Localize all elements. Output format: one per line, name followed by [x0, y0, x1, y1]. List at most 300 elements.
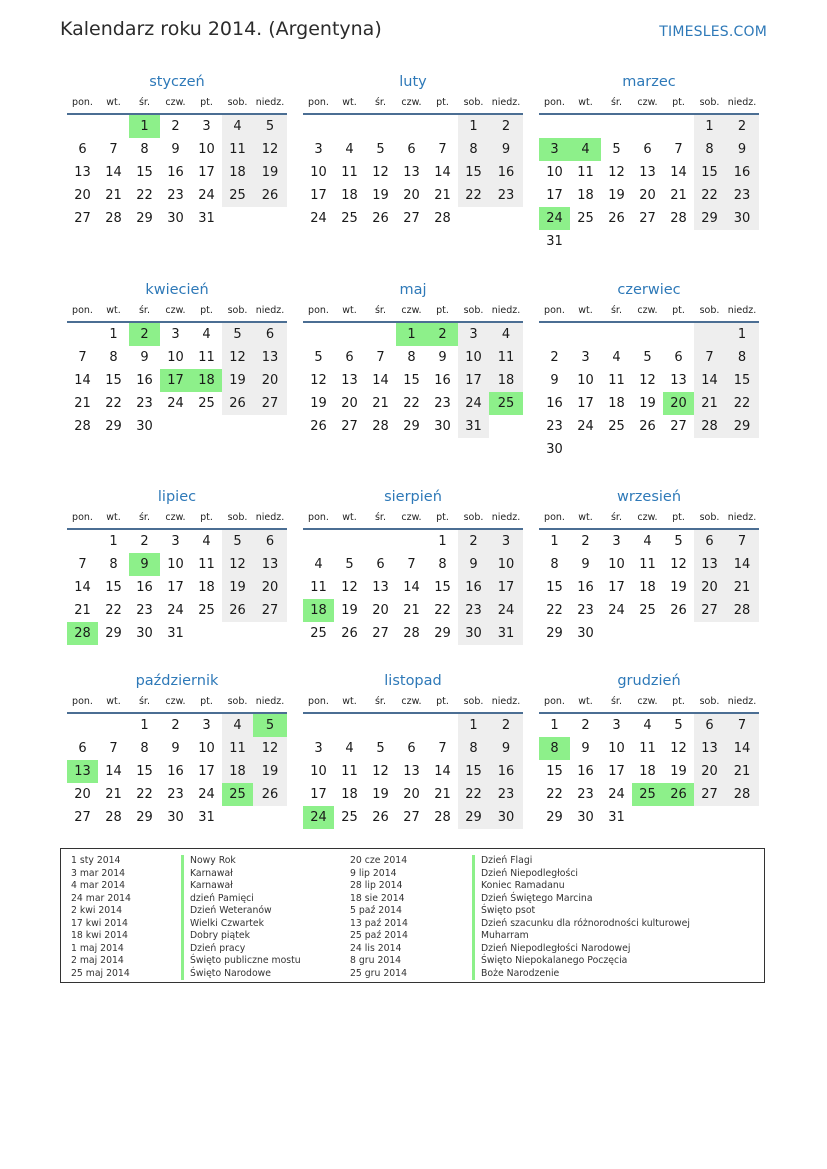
day-cell: 17: [167, 580, 184, 595]
day-cell: 1: [438, 534, 447, 549]
empty-cell: [396, 530, 427, 553]
day-cell: 10: [198, 142, 215, 157]
weekday-label: pon.: [544, 97, 565, 108]
day-cell: 13: [670, 373, 687, 388]
day-cell: 24: [608, 787, 625, 802]
day-cell: 6: [643, 142, 652, 157]
legend-holiday-name: Święto psot: [472, 905, 690, 918]
day-cell: 28: [434, 211, 451, 226]
month-calendar: [539, 486, 759, 645]
day-cell: 27: [670, 419, 687, 434]
day-cell: 1: [129, 115, 160, 138]
day-cell: 26: [663, 783, 694, 806]
day-cell: 12: [670, 557, 687, 572]
day-cell: 10: [458, 346, 489, 369]
weekday-label: niedz.: [491, 512, 521, 523]
weekday-label: śr.: [610, 305, 622, 316]
day-cell: 25: [341, 810, 358, 825]
day-cell: 6: [674, 350, 683, 365]
empty-cell: [365, 530, 396, 553]
day-cell: 2: [581, 718, 590, 733]
day-cell: 15: [105, 580, 122, 595]
day-cell: 15: [105, 373, 122, 388]
legend-dates-left: [71, 855, 131, 980]
weekday-label: niedz.: [727, 696, 757, 707]
weekday-label: czw.: [637, 696, 658, 707]
weekday-label: niedz.: [727, 512, 757, 523]
empty-cell: [253, 415, 287, 438]
day-cell: 29: [725, 415, 759, 438]
day-cell: 8: [458, 138, 489, 161]
legend-holiday-name: Święto Niepokalanego Poczęcia: [472, 955, 690, 968]
day-cell: 25: [310, 626, 327, 641]
day-cell: 30: [136, 626, 153, 641]
day-cell: 9: [140, 350, 149, 365]
weekday-label: wt.: [106, 696, 121, 707]
day-cell: 28: [670, 211, 687, 226]
weekday-label: pon.: [308, 305, 329, 316]
weekday-label: sob.: [463, 97, 484, 108]
weekday-header: [303, 301, 523, 323]
month-name: sierpień: [384, 489, 442, 505]
empty-cell: [365, 115, 396, 138]
day-cell: 24: [608, 603, 625, 618]
day-cell: 3: [612, 534, 621, 549]
day-cell: 25: [198, 396, 215, 411]
weekday-label: czw.: [637, 512, 658, 523]
weekday-header: [539, 692, 759, 714]
day-cell: 19: [670, 580, 687, 595]
day-cell: 2: [171, 119, 180, 134]
day-cell: 23: [434, 396, 451, 411]
weekday-label: sob.: [227, 305, 248, 316]
day-cell: 10: [608, 741, 625, 756]
weekday-label: pt.: [436, 696, 449, 707]
day-cell: 17: [546, 188, 563, 203]
weekday-label: śr.: [138, 305, 150, 316]
day-cell: 29: [403, 419, 420, 434]
weekday-label: pon.: [544, 696, 565, 707]
empty-cell: [98, 115, 129, 138]
day-cell: 4: [643, 534, 652, 549]
month-calendar: [67, 71, 287, 230]
empty-cell: [725, 230, 759, 253]
empty-cell: [253, 622, 287, 645]
day-cell: 7: [438, 142, 447, 157]
month-calendar: [67, 670, 287, 829]
day-cell: 13: [403, 764, 420, 779]
legend-date: 5 paź 2014: [350, 905, 402, 916]
day-cell: 8: [140, 741, 149, 756]
weekday-label: śr.: [138, 696, 150, 707]
day-cell: 19: [372, 188, 389, 203]
day-cell: 29: [546, 810, 563, 825]
empty-cell: [191, 622, 222, 645]
weekday-label: pt.: [672, 305, 685, 316]
day-cell: 1: [458, 714, 489, 737]
day-cell: 28: [67, 622, 98, 645]
weekday-label: śr.: [374, 305, 386, 316]
day-cell: 22: [105, 396, 122, 411]
empty-cell: [427, 115, 458, 138]
day-cell: 10: [608, 557, 625, 572]
weekday-label: pon.: [544, 305, 565, 316]
day-cell: 3: [202, 119, 211, 134]
empty-cell: [160, 415, 191, 438]
day-cell: 31: [198, 810, 215, 825]
empty-cell: [663, 230, 694, 253]
day-cell: 9: [489, 138, 523, 161]
day-cell: 16: [136, 580, 153, 595]
day-cell: 28: [434, 810, 451, 825]
empty-cell: [632, 806, 663, 829]
day-cell: 12: [372, 764, 389, 779]
day-cell: 4: [202, 327, 211, 342]
day-cell: 7: [674, 142, 683, 157]
day-cell: 29: [458, 806, 489, 829]
day-cell: 25: [608, 419, 625, 434]
day-cell: 28: [105, 810, 122, 825]
day-cell: 27: [403, 211, 420, 226]
empty-cell: [67, 530, 98, 553]
day-cell: 7: [407, 557, 416, 572]
day-cell: 14: [105, 165, 122, 180]
day-cell: 20: [403, 787, 420, 802]
day-cell: 11: [577, 165, 594, 180]
day-cell: 31: [458, 415, 489, 438]
day-cell: 23: [489, 184, 523, 207]
day-cell: 21: [403, 603, 420, 618]
day-cell: 25: [222, 783, 253, 806]
weekday-header: [67, 508, 287, 530]
day-cell: 21: [105, 188, 122, 203]
day-cell: 14: [74, 580, 91, 595]
day-cell: 13: [639, 165, 656, 180]
day-cell: 20: [639, 188, 656, 203]
day-cell: 2: [489, 714, 523, 737]
day-cell: 21: [434, 787, 451, 802]
weekday-label: czw.: [165, 696, 186, 707]
month-name: maj: [399, 282, 427, 298]
legend-date: 18 sie 2014: [350, 892, 405, 904]
legend-holiday-name: Muharram: [472, 930, 690, 943]
weekday-label: sob.: [699, 305, 720, 316]
day-cell: 11: [222, 737, 253, 760]
day-cell: 4: [222, 115, 253, 138]
day-cell: 1: [725, 323, 759, 346]
legend-holiday-name: Dzień Świętego Marcina: [472, 893, 690, 906]
day-cell: 12: [639, 373, 656, 388]
day-grid: [67, 323, 287, 438]
weekday-label: pon.: [72, 305, 93, 316]
empty-cell: [303, 530, 334, 553]
empty-cell: [725, 806, 759, 829]
day-cell: 18: [303, 599, 334, 622]
weekday-header: [539, 508, 759, 530]
weekday-label: sob.: [699, 97, 720, 108]
day-cell: 22: [458, 783, 489, 806]
day-cell: 25: [577, 211, 594, 226]
day-cell: 22: [105, 603, 122, 618]
day-cell: 21: [725, 760, 759, 783]
day-cell: 18: [222, 161, 253, 184]
month-name: listopad: [384, 673, 442, 689]
month-calendar: [303, 279, 523, 438]
empty-cell: [570, 323, 601, 346]
day-cell: 19: [639, 396, 656, 411]
day-cell: 10: [489, 553, 523, 576]
legend-holiday-name: Nowy Rok: [181, 855, 301, 868]
day-cell: 19: [222, 576, 253, 599]
day-cell: 24: [458, 392, 489, 415]
day-cell: 22: [136, 787, 153, 802]
day-cell: 23: [577, 603, 594, 618]
day-cell: 12: [670, 741, 687, 756]
weekday-label: czw.: [401, 305, 422, 316]
day-cell: 31: [167, 626, 184, 641]
empty-cell: [365, 714, 396, 737]
empty-cell: [489, 415, 523, 438]
day-cell: 4: [489, 323, 523, 346]
day-cell: 27: [74, 211, 91, 226]
day-cell: 20: [253, 576, 287, 599]
day-cell: 10: [310, 165, 327, 180]
day-cell: 18: [191, 369, 222, 392]
weekday-label: wt.: [342, 696, 357, 707]
day-cell: 12: [222, 553, 253, 576]
day-cell: 16: [577, 764, 594, 779]
day-cell: 30: [489, 806, 523, 829]
weekday-label: śr.: [610, 97, 622, 108]
day-cell: 12: [341, 580, 358, 595]
day-cell: 4: [643, 718, 652, 733]
day-cell: 7: [725, 530, 759, 553]
day-cell: 16: [458, 576, 489, 599]
day-grid: [539, 714, 759, 829]
day-cell: 17: [198, 764, 215, 779]
site-logo-link[interactable]: TIMESLES.COM: [659, 24, 767, 40]
day-cell: 8: [109, 350, 118, 365]
day-cell: 9: [725, 138, 759, 161]
day-cell: 7: [109, 142, 118, 157]
legend-holiday-name: Dzień Flagi: [472, 855, 690, 868]
weekday-header: [303, 692, 523, 714]
day-cell: 15: [546, 580, 563, 595]
day-cell: 31: [546, 234, 563, 249]
weekday-label: sob.: [463, 696, 484, 707]
weekday-header: [539, 93, 759, 115]
day-cell: 3: [171, 534, 180, 549]
weekday-label: niedz.: [255, 512, 285, 523]
day-cell: 27: [694, 783, 725, 806]
day-cell: 12: [222, 346, 253, 369]
day-cell: 20: [74, 787, 91, 802]
empty-cell: [396, 115, 427, 138]
day-cell: 20: [372, 603, 389, 618]
day-cell: 14: [105, 764, 122, 779]
day-cell: 20: [663, 392, 694, 415]
day-cell: 2: [550, 350, 559, 365]
empty-cell: [365, 323, 396, 346]
weekday-label: czw.: [401, 512, 422, 523]
day-cell: 10: [546, 165, 563, 180]
day-cell: 29: [136, 211, 153, 226]
day-cell: 25: [222, 184, 253, 207]
empty-cell: [570, 438, 601, 461]
day-cell: 21: [670, 188, 687, 203]
empty-cell: [98, 714, 129, 737]
day-cell: 24: [539, 207, 570, 230]
day-cell: 14: [725, 737, 759, 760]
legend-date: 28 lip 2014: [350, 880, 403, 891]
day-cell: 6: [78, 142, 87, 157]
day-cell: 19: [222, 369, 253, 392]
day-grid: [539, 115, 759, 253]
day-cell: 19: [670, 764, 687, 779]
month-calendar: [67, 279, 287, 438]
day-cell: 27: [694, 599, 725, 622]
day-cell: 31: [489, 622, 523, 645]
legend-holiday-name: Dzień Weteranów: [181, 905, 301, 918]
day-cell: 3: [581, 350, 590, 365]
day-grid: [303, 323, 523, 438]
day-cell: 4: [612, 350, 621, 365]
empty-cell: [222, 806, 253, 829]
day-cell: 15: [458, 161, 489, 184]
day-cell: 16: [725, 161, 759, 184]
weekday-label: śr.: [610, 512, 622, 523]
empty-cell: [601, 323, 632, 346]
day-cell: 3: [612, 718, 621, 733]
day-cell: 19: [253, 161, 287, 184]
weekday-label: pt.: [672, 512, 685, 523]
weekday-label: pt.: [672, 97, 685, 108]
day-cell: 1: [550, 718, 559, 733]
day-cell: 27: [403, 810, 420, 825]
day-cell: 8: [458, 737, 489, 760]
day-cell: 11: [341, 764, 358, 779]
month-name: kwiecień: [145, 282, 209, 298]
day-cell: 24: [489, 599, 523, 622]
day-cell: 5: [314, 350, 323, 365]
empty-cell: [334, 323, 365, 346]
day-cell: 7: [694, 346, 725, 369]
legend-dates-right: [350, 855, 408, 980]
day-cell: 4: [570, 138, 601, 161]
weekday-label: niedz.: [491, 305, 521, 316]
empty-cell: [663, 806, 694, 829]
day-cell: 17: [577, 396, 594, 411]
day-cell: 8: [539, 737, 570, 760]
day-cell: 25: [198, 603, 215, 618]
empty-cell: [334, 530, 365, 553]
month-calendar: [539, 71, 759, 253]
legend-date: 2 maj 2014: [71, 955, 124, 966]
day-cell: 14: [725, 553, 759, 576]
day-cell: 24: [310, 211, 327, 226]
day-grid: [303, 530, 523, 645]
day-cell: 3: [314, 741, 323, 756]
day-grid: [303, 714, 523, 829]
day-cell: 18: [489, 369, 523, 392]
legend-date: 24 mar 2014: [71, 892, 131, 904]
day-cell: 6: [78, 741, 87, 756]
day-cell: 3: [202, 718, 211, 733]
weekday-label: czw.: [165, 512, 186, 523]
weekday-label: pon.: [308, 97, 329, 108]
day-cell: 13: [694, 553, 725, 576]
day-cell: 5: [222, 530, 253, 553]
weekday-label: niedz.: [727, 305, 757, 316]
legend-date: 24 lis 2014: [350, 942, 402, 954]
empty-cell: [427, 714, 458, 737]
day-cell: 4: [314, 557, 323, 572]
day-cell: 14: [434, 764, 451, 779]
weekday-label: pt.: [436, 305, 449, 316]
empty-cell: [191, 415, 222, 438]
day-cell: 2: [489, 115, 523, 138]
weekday-label: wt.: [578, 512, 593, 523]
day-cell: 17: [160, 369, 191, 392]
weekday-label: wt.: [342, 305, 357, 316]
empty-cell: [253, 207, 287, 230]
month-calendar: [303, 486, 523, 645]
legend-date: 4 mar 2014: [71, 880, 126, 891]
day-cell: 16: [167, 764, 184, 779]
legend-date: 25 paź 2014: [350, 930, 408, 941]
weekday-label: pon.: [308, 512, 329, 523]
weekday-label: sob.: [227, 512, 248, 523]
day-cell: 9: [171, 142, 180, 157]
day-cell: 30: [167, 810, 184, 825]
day-cell: 11: [198, 350, 215, 365]
weekday-label: czw.: [637, 305, 658, 316]
day-cell: 18: [222, 760, 253, 783]
day-cell: 31: [198, 211, 215, 226]
day-cell: 4: [345, 741, 354, 756]
day-cell: 5: [612, 142, 621, 157]
day-grid: [67, 530, 287, 645]
day-cell: 9: [129, 553, 160, 576]
weekday-header: [303, 508, 523, 530]
legend-holiday-name: Dobry piątek: [181, 930, 301, 943]
day-cell: 15: [136, 764, 153, 779]
day-cell: 16: [489, 760, 523, 783]
day-cell: 1: [109, 327, 118, 342]
day-cell: 18: [577, 188, 594, 203]
day-cell: 6: [407, 142, 416, 157]
empty-cell: [601, 230, 632, 253]
empty-cell: [570, 115, 601, 138]
day-cell: 2: [129, 323, 160, 346]
day-cell: 15: [694, 161, 725, 184]
day-cell: 31: [608, 810, 625, 825]
legend-date: 8 gru 2014: [350, 955, 402, 966]
holiday-legend: [60, 848, 765, 983]
weekday-label: niedz.: [727, 97, 757, 108]
day-cell: 8: [725, 346, 759, 369]
weekday-label: śr.: [138, 512, 150, 523]
weekday-label: czw.: [165, 305, 186, 316]
day-cell: 27: [341, 419, 358, 434]
day-cell: 18: [341, 787, 358, 802]
day-cell: 8: [140, 142, 149, 157]
day-cell: 29: [694, 207, 725, 230]
day-cell: 19: [341, 603, 358, 618]
day-cell: 9: [581, 557, 590, 572]
empty-cell: [694, 438, 725, 461]
day-cell: 5: [222, 323, 253, 346]
